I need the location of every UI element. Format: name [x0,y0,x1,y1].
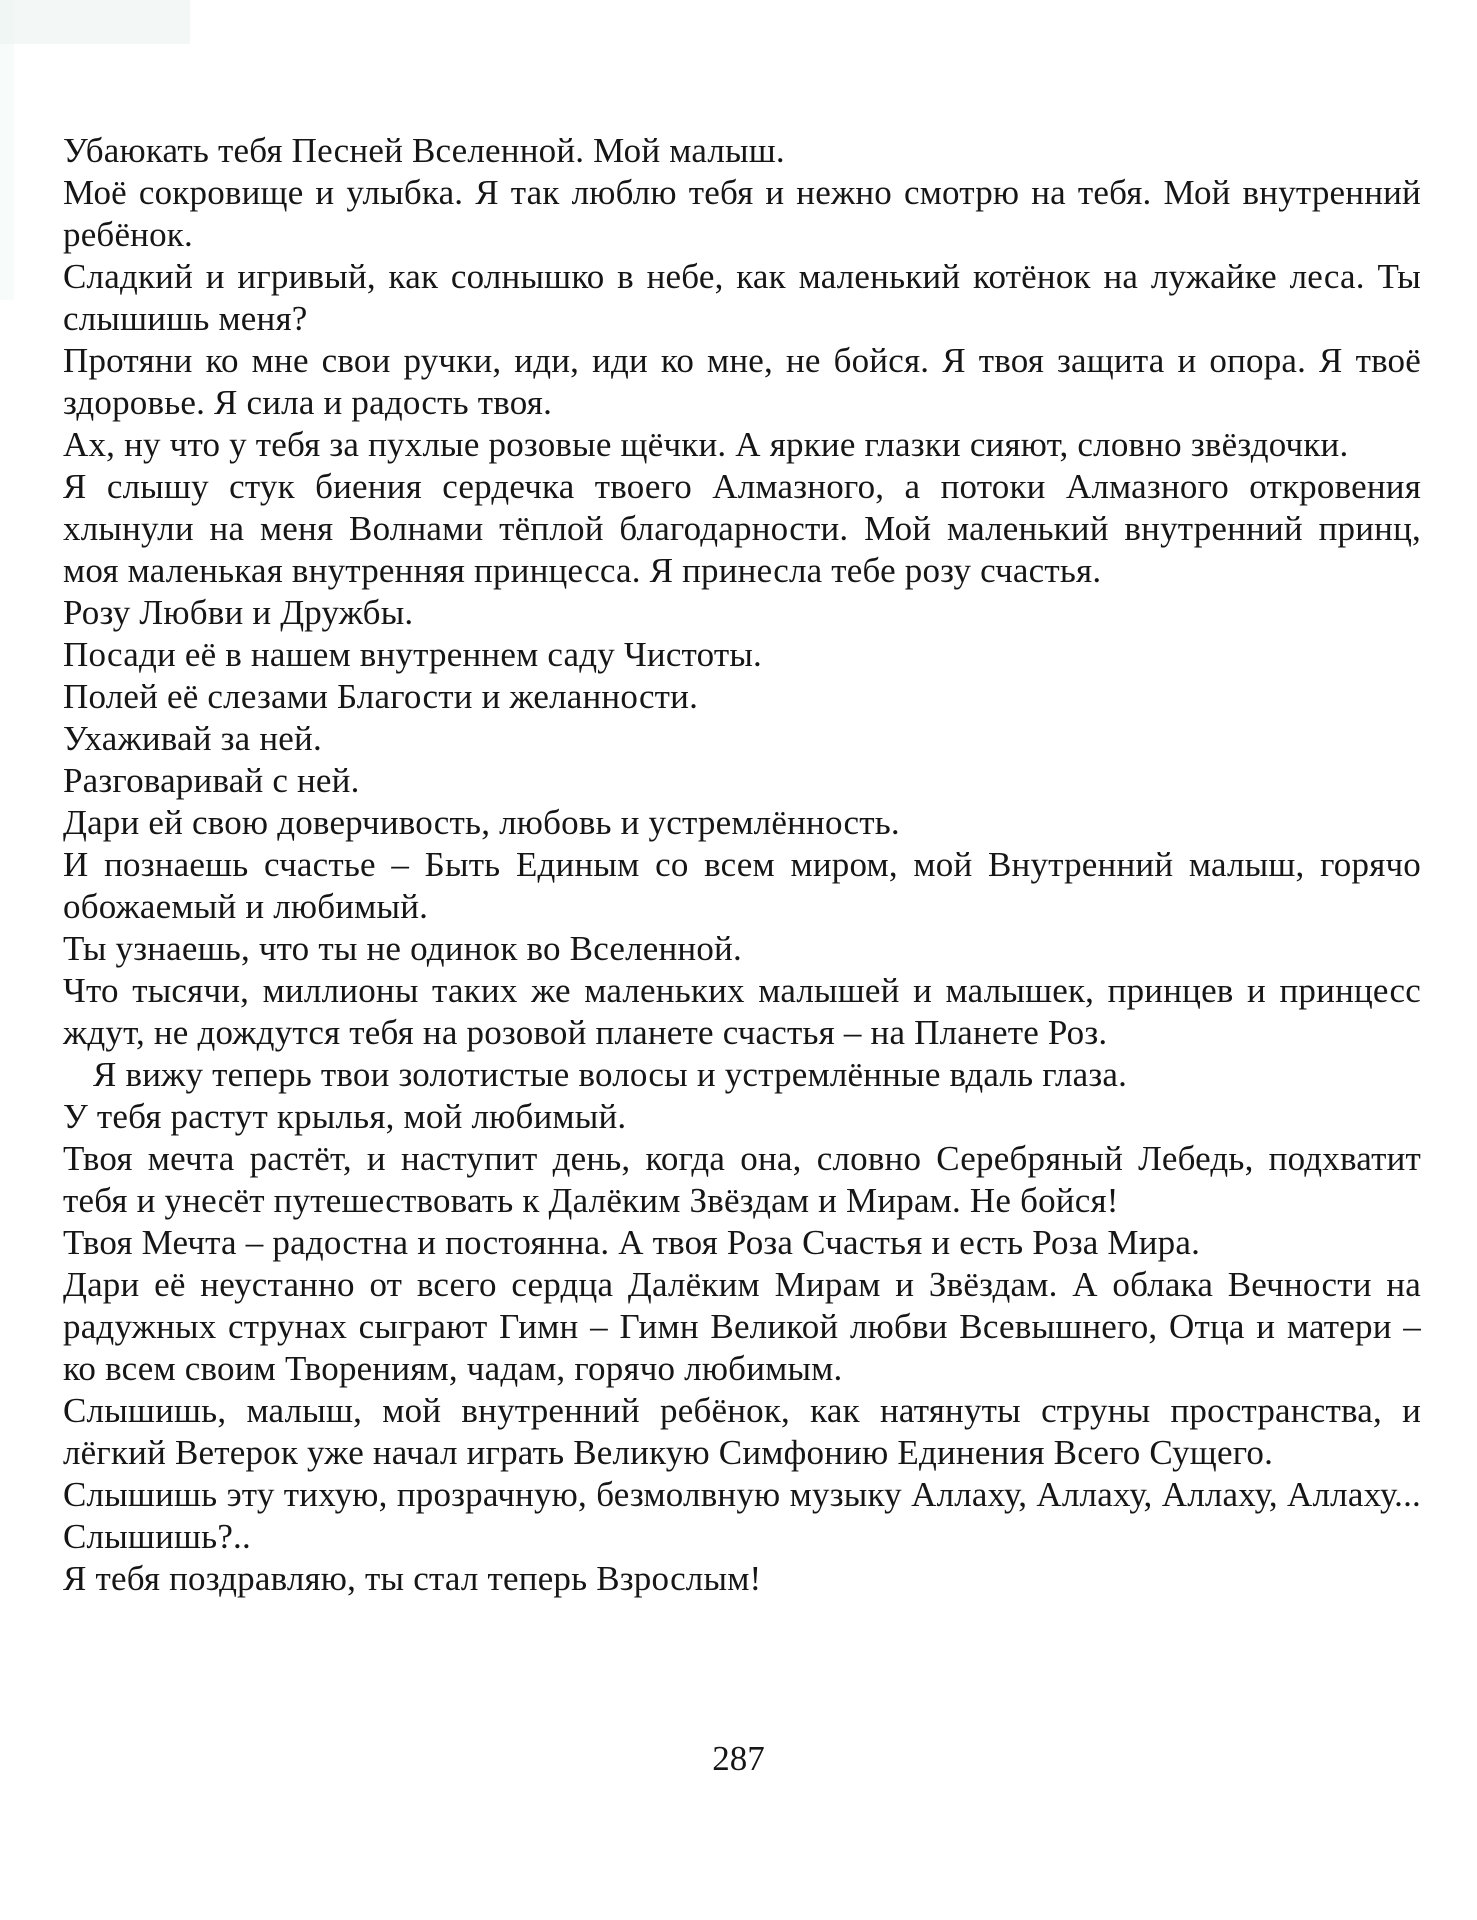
scan-artifact-corner [0,0,190,44]
paragraph: Слышишь, малыш, мой внутренний ребёнок, как натянуты струны пространства, и лёгкий Ветерок уже начал играть Великую Симфонию Единения Всего Сущего. [63,1391,1421,1472]
paragraph: Ухаживай за ней. [63,719,322,758]
paragraph: Разговаривай с ней. [63,761,360,800]
paragraph: Я тебя поздравляю, ты стал теперь Взрослым! [63,1559,762,1598]
paragraph: Слышишь эту тихую, прозрачную, безмолвную музыку Аллаху, Аллаху, Аллаху, Аллаху... Слышишь?.. [63,1475,1421,1556]
paragraph: Я вижу теперь твои золотистые волосы и устремлённые вдаль глаза. [93,1055,1128,1094]
page-footer [0,1738,1477,1780]
paragraph: Твоя Мечта – радостна и постоянна. А твоя Роза Счастья и есть Роза Мира. [63,1223,1201,1262]
paragraph: Что тысячи, миллионы таких же маленьких малышей и малышек, принцев и принцесс ждут, не дождутся тебя на розовой планете счастья – на Планете Роз. [63,971,1421,1052]
paragraph: Розу Любви и Дружбы. [63,593,414,632]
paragraph: Ты узнаешь, что ты не одинок во Вселенной. [63,929,742,968]
paragraph: Дари её неустанно от всего сердца Далёким Мирам и Звёздам. А облака Вечности на радужных струнах сыграют Гимн – Гимн Великой любви Всевышнего, Отца и матери – ко всем своим Творениям, чадам, горячо любимым. [63,1265,1421,1388]
paragraph: Сладкий и игривый, как солнышко в небе, как маленький котёнок на лужайке леса. Ты слышишь меня? [63,257,1421,338]
paragraph: И познаешь счастье – Быть Единым со всем миром, мой Внутренний малыш, горячо обожаемый и любимый. [63,845,1421,926]
paragraph: У тебя растут крылья, мой любимый. [63,1097,627,1136]
paragraph: Ах, ну что у тебя за пухлые розовые щёчки. А яркие глазки сияют, словно звёздочки. [63,425,1349,464]
paragraph: Я слышу стук биения сердечка твоего Алмазного, а потоки Алмазного откровения хлынули на меня Волнами тёплой благодарности. Мой маленький внутренний принц, моя маленькая внутренняя принцесса. Я принесла тебе розу счастья. [63,467,1421,590]
paragraph: Дари ей свою доверчивость, любовь и устремлённость. [63,803,900,842]
paragraph: Полей её слезами Благости и желанности. [63,677,699,716]
paragraph: Твоя мечта растёт, и наступит день, когда она, словно Серебряный Лебедь, подхватит тебя и унесёт путешествовать к Далёким Звёздам и Мирам. Не бойся! [63,1139,1421,1220]
scan-artifact-edge [0,0,14,300]
paragraph: Моё сокровище и улыбка. Я так люблю тебя и нежно смотрю на тебя. Мой внутренний ребёнок. [63,173,1421,254]
paragraph: Посади её в нашем внутреннем саду Чистоты. [63,635,762,674]
text-block [63,130,1421,1600]
paragraph: Протяни ко мне свои ручки, иди, иди ко мне, не бойся. Я твоя защита и опора. Я твоё здоровье. Я сила и радость твоя. [63,341,1421,422]
page-number: 287 [712,1739,765,1778]
paragraph: Убаюкать тебя Песней Вселенной. Мой малыш. [63,131,785,170]
